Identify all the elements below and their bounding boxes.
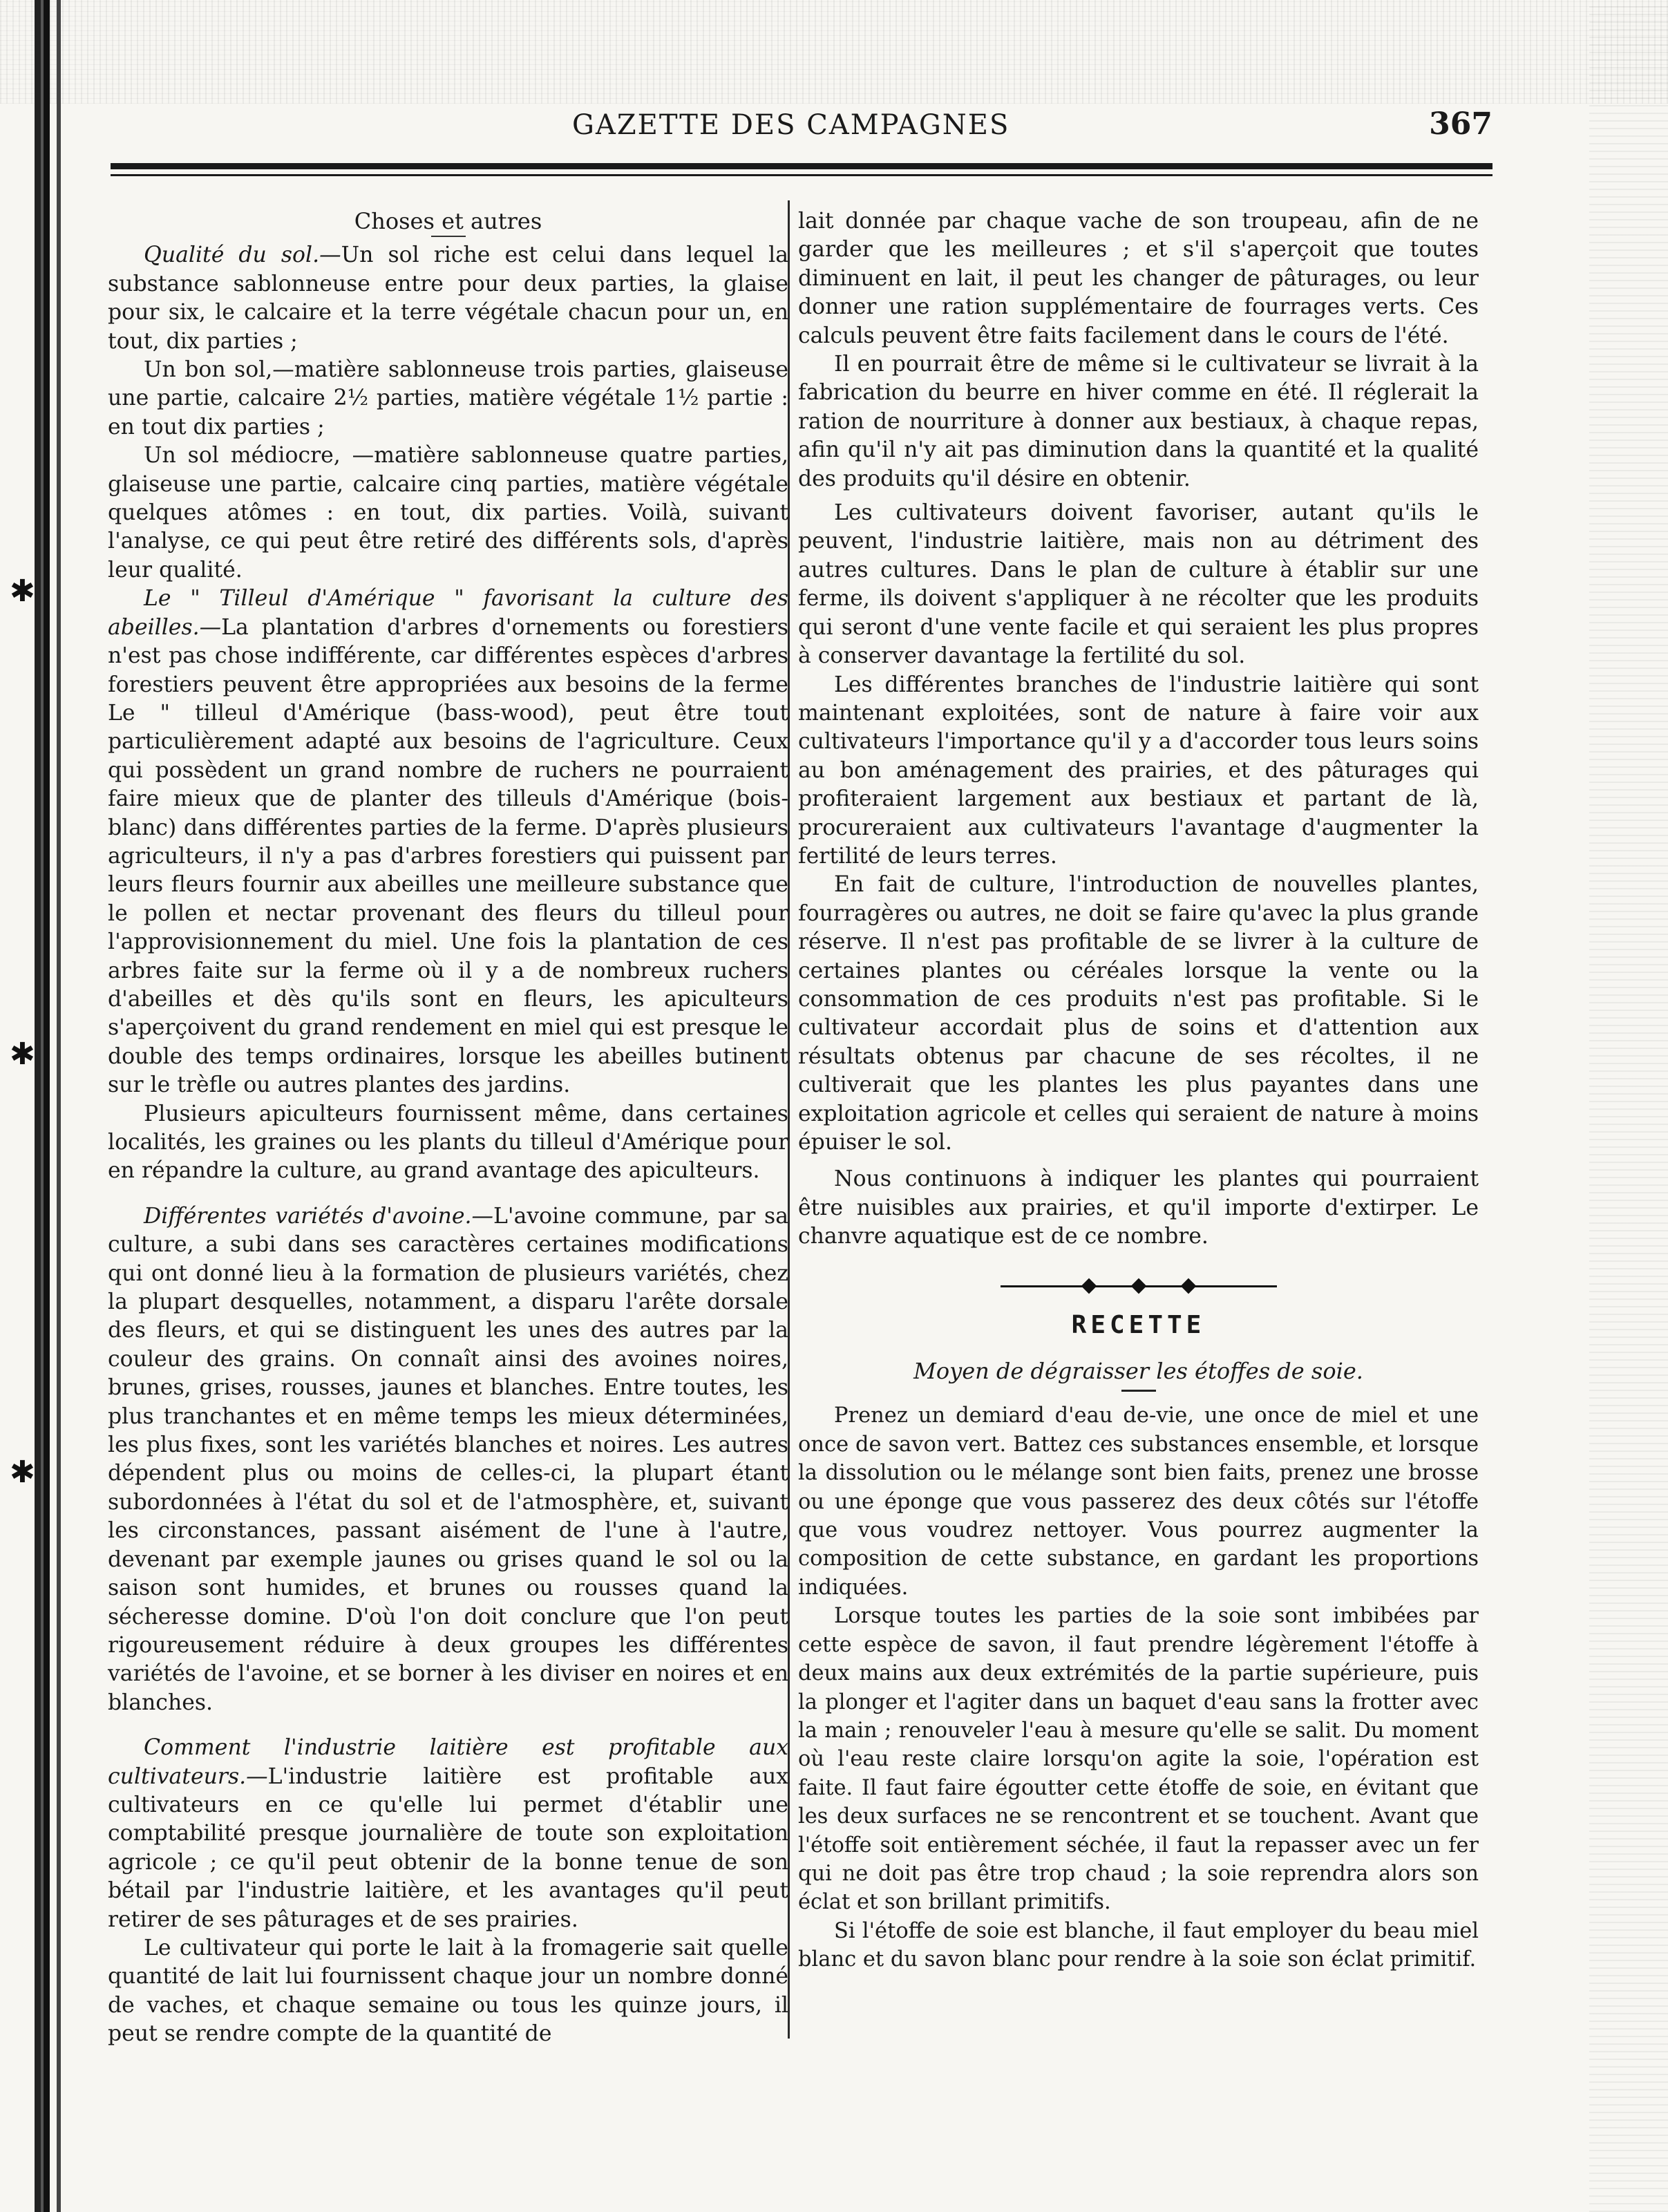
page-header [111, 104, 1492, 145]
title-dash [431, 236, 466, 237]
recipe-paragraph: Si l'étoffe de soie est blanche, il faut employer du beau miel blanc et du savon blanc pour rendre à la soie son éclat primitif. [798, 1918, 1479, 1972]
margin-mark: ✱ [10, 574, 35, 609]
article-paragraph: lait donnée par chaque vache de son troupeau, afin de ne garder que les meilleures ; et s'il s'aperçoit que toutes diminuent en lait, il peut les changer de pâturages, ou leur donner une ration supplémentaire de fourrages verts. Ces calculs peuvent être faits facilement dans le cours de l'été. [798, 209, 1479, 348]
binding-shadow [35, 0, 50, 2212]
binding-edge [57, 0, 61, 2212]
article-paragraph: Nous continuons à indiquer les plantes qui pourraient être nuisibles aux prairies, et qu'il importe d'extirper. Le chanvre aquatique est de ce nombre. [798, 1166, 1479, 1249]
section-title: Choses et autres [354, 208, 542, 234]
recipe-body [798, 1401, 1479, 1974]
scan-noise-top [0, 0, 1668, 104]
recipe-paragraph: Lorsque toutes les parties de la soie sont imbibées par cette espèce de savon, il faut prendre légèrement l'étoffe à deux mains aux deux extrémités de la partie supérieure, puis la plonger et l'agiter dans un baquet d'eau sans la frotter avec la main ; renouveler l'eau à mesure qu'elle se salit. Du moment où l'eau reste claire lorsqu'on agite la soie, l'opération est faite. Il faut faire égoutter cette étoffe de soie, en évitant que les deux surfaces ne se rencontrent et se touchent. Avant que l'étoffe soit entièrement séchée, il faut la repasser avec un fer qui ne doit pas être trop chaud ; la soie reprendra alors son éclat et son brillant primitifs. [798, 1604, 1479, 1915]
article-paragraph: Les cultivateurs doivent favoriser, autant qu'ils le peuvent, l'industrie laitière, mais non au détriment des autres cultures. Dans le plan de culture à établir sur une ferme, ils doivent s'appliquer à ne récolter que les produits qui seront d'une vente facile et qui seraient les plus propres à conserver davantage la fertilité du sol. [798, 500, 1479, 669]
recipe-heading: RECETTE [1071, 1310, 1206, 1339]
margin-mark: ✱ [10, 1037, 35, 1072]
article-paragraph: Les différentes branches de l'industrie laitière qui sont maintenant exploitées, sont de nature à faire voir aux cultivateurs l'importance qu'il y a d'accorder tous leurs soins au bon aménagement des prairies, et des pâturages qui profiteraient largement aux bestiaux et partant de là, procureraient aux cultivateurs l'avantage d'augmenter la fertilité de leurs terres. [798, 672, 1479, 869]
subheading-rule [1121, 1390, 1156, 1392]
header-rule-thick [111, 163, 1492, 169]
article-paragraph: Un sol médiocre, —matière sablonneuse quatre parties, glaiseuse une partie, calcaire cinq parties, matière végétale quelques atômes : en tout, dix parties. Voilà, suivant l'analyse, ce qui peut être retiré des différents sols, d'après leur qualité. [108, 443, 788, 583]
left-column [108, 207, 788, 2049]
page-number: 367 [1429, 106, 1492, 142]
article-paragraph: Le " Tilleul d'Amérique " favorisant la culture des abeilles.—La plantation d'arbres d'ornements ou forestiers n'est pas chose indifférente, car différentes espèces d'arbres forestiers peuvent être appropriées aux besoins de la ferme Le " tilleul d'Amérique (bass-wood), peut être tout particulièrement adapté aux besoins de l'agriculture. Ceux qui possèdent un grand nombre de ruchers ne pourraient faire mieux que de planter des tilleuls d'Amérique (bois-blanc) dans différentes parties de la ferme. D'après plusieurs agriculteurs, il n'y a pas d'arbres forestiers qui puissent par leurs fleurs fournir aux abeilles une meilleure substance que le pollen et nectar provenant des fleurs du tilleul pour l'approvisionnement du miel. Une fois la plantation de ces arbres faite sur la ferme où il y a de nombreux ruchers d'abeilles et dès qu'ils sont en fleurs, les apiculteurs s'aperçoivent du grand rendement en miel qui est presque le double des temps ordinaires, lorsque les abeilles butinent sur le trèfle ou autres plantes des jardins. [108, 586, 788, 1098]
article-paragraph: Plusieurs apiculteurs fournissent même, dans certaines localités, les graines ou les plants du tilleul d'Amérique pour en répandre la culture, au grand avantage des apiculteurs. [108, 1101, 788, 1184]
article-paragraph: Comment l'industrie laitière est profitable aux cultivateurs.—L'industrie laitière est profitable aux cultivateurs en ce qu'elle lui permet d'établir une comptabilité presque journalière de toute son exploitation agricole ; ce qu'il peut obtenir de la bonne tenue de son bétail par l'industrie laitière, et les avantages qu'il peut retirer de ses pâturages et de ses prairies. [108, 1735, 788, 1932]
right-column [798, 207, 1479, 1974]
article-paragraph: En fait de culture, l'introduction de nouvelles plantes, fourragères ou autres, ne doit se faire qu'avec la plus grande réserve. Il n'est pas profitable de se livrer à la culture de certaines plantes ou céréales lorsque la vente ou la consommation de ces produits n'est pas profitable. Si le cultivateur accordait plus de soins et d'attention aux résultats obtenus par chacune de ses récoltes, il ne cultiverait que les plantes les plus payantes dans une exploitation agricole et celles qui seraient de nature à moins épuiser le sol. [798, 872, 1479, 1155]
section-ornament [1001, 1279, 1277, 1293]
article-paragraph: Qualité du sol.—Un sol riche est celui dans lequel la substance sablonneuse entre pour deux parties, la glaise pour six, le calcaire et la terre végétale chacun pour un, en tout, dix parties ; [108, 243, 788, 354]
recipe-subheading: Moyen de dégraisser les étoffes de soie. [913, 1358, 1363, 1385]
article-paragraph: Un bon sol,—matière sablonneuse trois parties, glaiseuse une partie, calcaire 2½ parties, matière végétale 1½ partie : en tout dix parties ; [108, 357, 788, 439]
header-rule-thin [111, 174, 1492, 176]
article-paragraph: Différentes variétés d'avoine.—L'avoine commune, par sa culture, a subi dans ses caractères certaines modifications qui ont donné lieu à la formation de plusieurs variétés, chez la plupart desquelles, notamment, a disparu l'arête dorsale des fleurs, et qui se distinguent les unes des autres par la couleur des grains. On connaît ainsi des avoines noires, brunes, grises, rousses, jaunes et blanches. Entre toutes, les plus tranchantes et en même temps les mieux déterminées, les plus fixes, sont les variétés blanches et noires. Les autres dépendent plus ou moins de celles-ci, la plupart étant subordonnées à l'état du sol et de l'atmosphère, et, suivant les circonstances, passant aisément de l'une à l'autre, devenant par exemple jaunes ou grises quand le sol ou la saison sont humides, et brunes ou rousses quand la sécheresse domine. D'où l'on doit conclure que l'on peut rigoureusement réduire à deux groupes les différentes variétés de l'avoine, et se borner à les diviser en noires et en blanches. [108, 1203, 788, 1715]
margin-mark: ✱ [10, 1455, 35, 1490]
article-paragraph: Il en pourrait être de même si le cultivateur se livrait à la fabrication du beurre en hiver comme en été. Il réglerait la ration de nourriture à donner aux bestiaux, à chaque repas, afin qu'il n'y ait pas diminution dans la quantité et la qualité des produits qu'il désire en obtenir. [798, 352, 1479, 491]
running-title: GAZETTE DES CAMPAGNES [572, 109, 1010, 141]
article-paragraph: Le cultivateur qui porte le lait à la fromagerie sait quelle quantité de lait lui fournissent chaque jour un nombre donné de vaches, et chaque semaine ou tous les quinze jours, il peut se rendre compte de la quantité de [108, 1935, 788, 2047]
scan-noise-right [1589, 0, 1668, 2212]
recipe-paragraph: Prenez un demiard d'eau de-vie, une once de miel et une once de savon vert. Battez ces substances ensemble, et lorsque la dissolution ou le mélange sont bien faits, prenez une brosse ou une éponge que vous passerez des deux côtés sur l'étoffe que vous voudrez nettoyer. Vous pourrez augmenter la composition de cette substance, en gardant les proportions indiquées. [798, 1403, 1479, 1600]
